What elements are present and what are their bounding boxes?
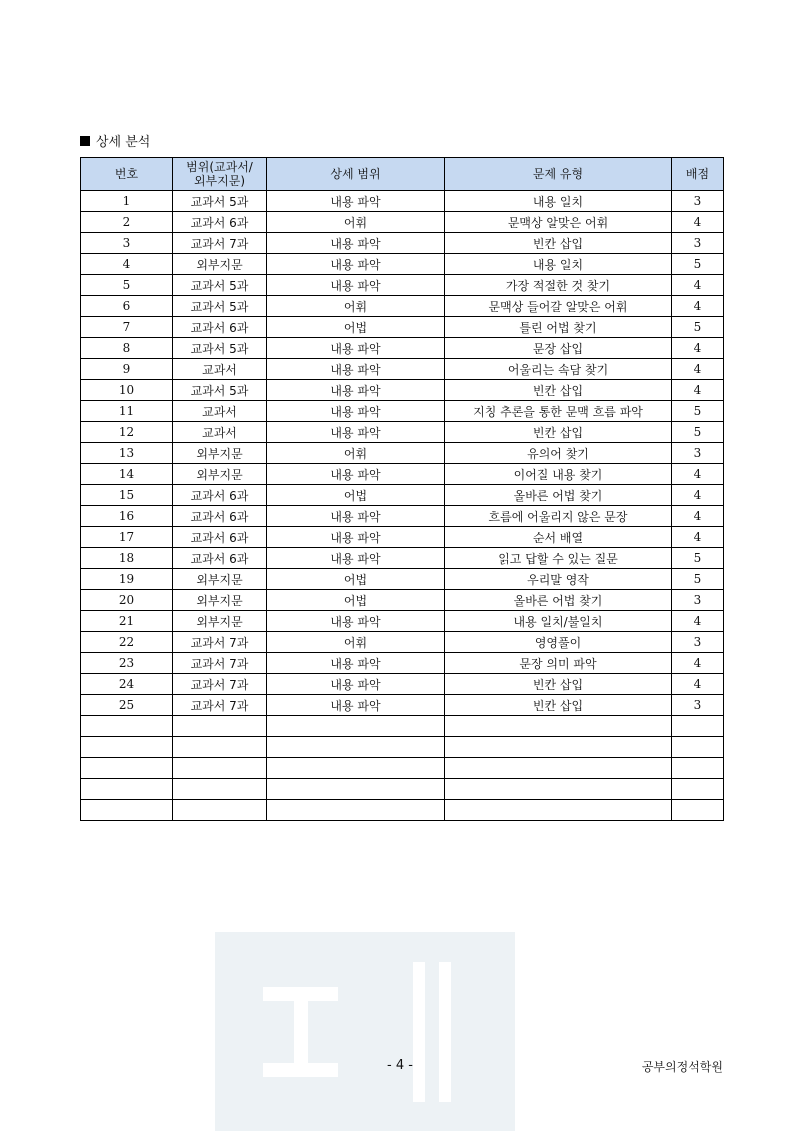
table-row — [81, 632, 724, 653]
cell-question-type: 올바른 어법 찾기 — [445, 485, 672, 506]
cell-scope: 교과서 6과 — [173, 485, 267, 506]
cell-question-type: 지칭 추론을 통한 문맥 흐름 파악 — [445, 401, 672, 422]
table-row — [81, 485, 724, 506]
cell-detail-scope: 내용 파악 — [267, 275, 445, 296]
cell-detail-scope: 내용 파악 — [267, 338, 445, 359]
cell-number: 12 — [81, 422, 173, 443]
cell-detail-scope: 내용 파악 — [267, 548, 445, 569]
cell-detail-scope: 어법 — [267, 317, 445, 338]
cell-question-type: 내용 일치 — [445, 254, 672, 275]
cell-points: 5 — [672, 548, 724, 569]
empty-cell — [672, 737, 724, 758]
cell-points: 4 — [672, 485, 724, 506]
cell-number: 2 — [81, 212, 173, 233]
cell-number: 3 — [81, 233, 173, 254]
cell-points: 3 — [672, 191, 724, 212]
cell-number: 13 — [81, 443, 173, 464]
cell-question-type: 읽고 답할 수 있는 질문 — [445, 548, 672, 569]
cell-scope: 외부지문 — [173, 590, 267, 611]
empty-cell — [267, 737, 445, 758]
cell-scope: 교과서 6과 — [173, 317, 267, 338]
cell-detail-scope: 어휘 — [267, 212, 445, 233]
cell-scope: 외부지문 — [173, 443, 267, 464]
square-bullet-icon — [80, 136, 90, 146]
cell-scope: 교과서 7과 — [173, 632, 267, 653]
cell-points: 4 — [672, 527, 724, 548]
empty-cell — [173, 758, 267, 779]
cell-number: 6 — [81, 296, 173, 317]
cell-number: 11 — [81, 401, 173, 422]
table-row — [81, 212, 724, 233]
cell-points: 4 — [672, 275, 724, 296]
cell-detail-scope: 내용 파악 — [267, 359, 445, 380]
header-number: 번호 — [81, 158, 173, 191]
empty-cell — [267, 758, 445, 779]
table-row — [81, 338, 724, 359]
cell-scope: 교과서 7과 — [173, 653, 267, 674]
cell-scope: 교과서 6과 — [173, 506, 267, 527]
cell-points: 5 — [672, 317, 724, 338]
cell-question-type: 이어질 내용 찾기 — [445, 464, 672, 485]
header-question-type: 문제 유형 — [445, 158, 672, 191]
cell-detail-scope: 어법 — [267, 590, 445, 611]
cell-detail-scope: 내용 파악 — [267, 191, 445, 212]
section-title — [80, 131, 150, 150]
table-row — [81, 254, 724, 275]
table-row — [81, 506, 724, 527]
empty-cell — [445, 800, 672, 821]
cell-detail-scope: 내용 파악 — [267, 695, 445, 716]
cell-detail-scope: 어법 — [267, 485, 445, 506]
table-row — [81, 464, 724, 485]
section-title-text: 상세 분석 — [96, 135, 151, 150]
cell-scope: 교과서 — [173, 422, 267, 443]
cell-question-type: 영영풀이 — [445, 632, 672, 653]
cell-detail-scope: 어휘 — [267, 296, 445, 317]
table-row — [81, 695, 724, 716]
cell-question-type: 어울리는 속담 찾기 — [445, 359, 672, 380]
cell-question-type: 흐름에 어울리지 않은 문장 — [445, 506, 672, 527]
table-row — [81, 380, 724, 401]
table-row — [81, 443, 724, 464]
cell-question-type: 빈칸 삽입 — [445, 422, 672, 443]
cell-scope: 교과서 5과 — [173, 191, 267, 212]
watermark-logo — [215, 932, 515, 1131]
cell-scope: 교과서 5과 — [173, 275, 267, 296]
cell-points: 3 — [672, 443, 724, 464]
table-row — [81, 548, 724, 569]
cell-detail-scope: 어휘 — [267, 632, 445, 653]
cell-points: 5 — [672, 422, 724, 443]
cell-number: 7 — [81, 317, 173, 338]
cell-detail-scope: 내용 파악 — [267, 674, 445, 695]
empty-cell — [81, 758, 173, 779]
cell-points: 3 — [672, 233, 724, 254]
cell-number: 20 — [81, 590, 173, 611]
empty-cell — [267, 716, 445, 737]
empty-cell — [81, 716, 173, 737]
cell-question-type: 내용 일치 — [445, 191, 672, 212]
cell-detail-scope: 내용 파악 — [267, 380, 445, 401]
empty-table-row — [81, 716, 724, 737]
cell-question-type: 문맥상 알맞은 어휘 — [445, 212, 672, 233]
table-row — [81, 674, 724, 695]
table-row — [81, 296, 724, 317]
cell-scope: 외부지문 — [173, 254, 267, 275]
cell-points: 4 — [672, 359, 724, 380]
table-row — [81, 653, 724, 674]
table-header-row — [81, 158, 724, 191]
empty-cell — [81, 800, 173, 821]
cell-question-type: 올바른 어법 찾기 — [445, 590, 672, 611]
cell-points: 4 — [672, 380, 724, 401]
empty-cell — [445, 716, 672, 737]
cell-scope: 외부지문 — [173, 464, 267, 485]
cell-points: 4 — [672, 506, 724, 527]
cell-number: 25 — [81, 695, 173, 716]
cell-scope: 교과서 7과 — [173, 695, 267, 716]
empty-cell — [445, 779, 672, 800]
cell-number: 22 — [81, 632, 173, 653]
table-row — [81, 401, 724, 422]
cell-detail-scope: 내용 파악 — [267, 527, 445, 548]
cell-number: 15 — [81, 485, 173, 506]
cell-scope: 교과서 5과 — [173, 296, 267, 317]
cell-question-type: 유의어 찾기 — [445, 443, 672, 464]
empty-cell — [672, 758, 724, 779]
page-number: - 4 - — [387, 1058, 413, 1073]
cell-scope: 교과서 — [173, 359, 267, 380]
table-row — [81, 317, 724, 338]
cell-number: 14 — [81, 464, 173, 485]
cell-number: 18 — [81, 548, 173, 569]
empty-cell — [173, 737, 267, 758]
cell-detail-scope: 내용 파악 — [267, 254, 445, 275]
cell-number: 5 — [81, 275, 173, 296]
empty-table-row — [81, 737, 724, 758]
cell-points: 4 — [672, 653, 724, 674]
cell-question-type: 우리말 영작 — [445, 569, 672, 590]
cell-number: 19 — [81, 569, 173, 590]
cell-detail-scope: 어휘 — [267, 443, 445, 464]
table-row — [81, 590, 724, 611]
empty-table-row — [81, 800, 724, 821]
cell-points: 5 — [672, 254, 724, 275]
empty-cell — [672, 779, 724, 800]
empty-cell — [267, 779, 445, 800]
empty-cell — [672, 716, 724, 737]
cell-number: 4 — [81, 254, 173, 275]
cell-scope: 교과서 6과 — [173, 212, 267, 233]
empty-cell — [173, 716, 267, 737]
cell-scope: 교과서 6과 — [173, 548, 267, 569]
cell-detail-scope: 내용 파악 — [267, 653, 445, 674]
cell-question-type: 순서 배열 — [445, 527, 672, 548]
cell-question-type: 빈칸 삽입 — [445, 674, 672, 695]
table-row — [81, 359, 724, 380]
empty-cell — [445, 758, 672, 779]
empty-cell — [445, 737, 672, 758]
empty-table-row — [81, 779, 724, 800]
header-detail-scope: 상세 범위 — [267, 158, 445, 191]
cell-number: 17 — [81, 527, 173, 548]
cell-question-type: 문맥상 들어갈 알맞은 어휘 — [445, 296, 672, 317]
cell-question-type: 틀린 어법 찾기 — [445, 317, 672, 338]
cell-points: 5 — [672, 569, 724, 590]
cell-number: 24 — [81, 674, 173, 695]
cell-points: 3 — [672, 590, 724, 611]
cell-detail-scope: 내용 파악 — [267, 422, 445, 443]
table-body — [81, 191, 724, 821]
empty-cell — [672, 800, 724, 821]
table-row — [81, 191, 724, 212]
empty-cell — [173, 779, 267, 800]
cell-detail-scope: 내용 파악 — [267, 464, 445, 485]
cell-detail-scope: 어법 — [267, 569, 445, 590]
cell-question-type: 빈칸 삽입 — [445, 233, 672, 254]
cell-scope: 교과서 7과 — [173, 233, 267, 254]
cell-points: 4 — [672, 674, 724, 695]
cell-number: 23 — [81, 653, 173, 674]
header-points: 배점 — [672, 158, 724, 191]
cell-number: 1 — [81, 191, 173, 212]
cell-scope: 교과서 — [173, 401, 267, 422]
empty-cell — [81, 779, 173, 800]
table-row — [81, 422, 724, 443]
table-row — [81, 569, 724, 590]
cell-points: 3 — [672, 632, 724, 653]
cell-question-type: 빈칸 삽입 — [445, 380, 672, 401]
cell-points: 4 — [672, 296, 724, 317]
cell-question-type: 빈칸 삽입 — [445, 695, 672, 716]
cell-detail-scope: 내용 파악 — [267, 233, 445, 254]
table-row — [81, 233, 724, 254]
cell-points: 3 — [672, 695, 724, 716]
cell-number: 21 — [81, 611, 173, 632]
analysis-table — [80, 157, 724, 821]
footer-brand: 공부의정석학원 — [641, 1060, 723, 1074]
cell-number: 10 — [81, 380, 173, 401]
table-row — [81, 611, 724, 632]
table-row — [81, 275, 724, 296]
cell-scope: 교과서 5과 — [173, 380, 267, 401]
cell-points: 4 — [672, 338, 724, 359]
cell-scope: 교과서 6과 — [173, 527, 267, 548]
cell-points: 4 — [672, 212, 724, 233]
empty-cell — [173, 800, 267, 821]
cell-number: 16 — [81, 506, 173, 527]
empty-cell — [267, 800, 445, 821]
cell-scope: 외부지문 — [173, 611, 267, 632]
cell-points: 5 — [672, 401, 724, 422]
cell-scope: 교과서 5과 — [173, 338, 267, 359]
cell-detail-scope: 내용 파악 — [267, 401, 445, 422]
cell-detail-scope: 내용 파악 — [267, 506, 445, 527]
cell-scope: 외부지문 — [173, 569, 267, 590]
cell-points: 4 — [672, 464, 724, 485]
cell-number: 8 — [81, 338, 173, 359]
empty-cell — [81, 737, 173, 758]
cell-question-type: 문장 의미 파악 — [445, 653, 672, 674]
cell-question-type: 문장 삽입 — [445, 338, 672, 359]
cell-detail-scope: 내용 파악 — [267, 611, 445, 632]
cell-points: 4 — [672, 611, 724, 632]
cell-scope: 교과서 7과 — [173, 674, 267, 695]
table-row — [81, 527, 724, 548]
cell-number: 9 — [81, 359, 173, 380]
cell-question-type: 가장 적절한 것 찾기 — [445, 275, 672, 296]
empty-table-row — [81, 758, 724, 779]
cell-question-type: 내용 일치/불일치 — [445, 611, 672, 632]
header-scope: 범위(교과서/ 외부지문) — [173, 158, 267, 191]
